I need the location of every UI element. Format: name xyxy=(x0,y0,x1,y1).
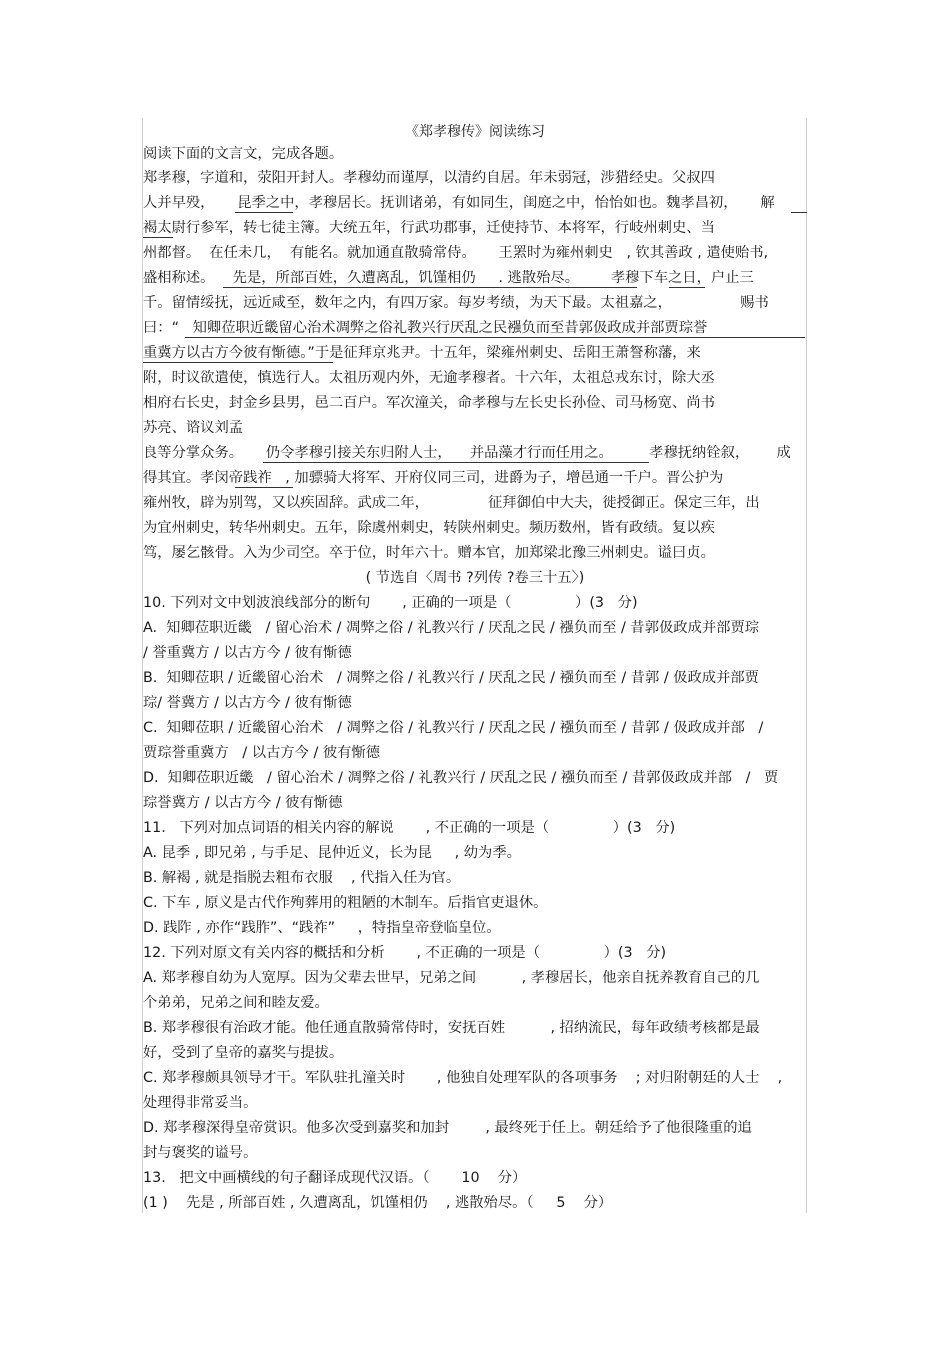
passage-line: 褐太尉行参军，转七徒主簿。大统五年，行武功郡事，迁使持节、本将军，行岐州刺史、当 xyxy=(143,220,715,236)
passage-line: 重冀方以古方今彼有惭德。”于是征拜京兆尹。十五年，梁雍州刺史、岳阳王萧詧称藩，来 xyxy=(143,345,701,361)
question-line: 琮/ 誉冀方 / 以古方今 / 彼有惭德 xyxy=(143,695,352,711)
document-page xyxy=(143,118,807,1213)
passage-line: 为宜州刺史，转华州刺史。五年，除虞州刺史，转陕州刺史。频历数州，皆有政绩。复以疾 xyxy=(143,520,715,536)
question-line: 11. 下列对加点词语的相关内容的解说 , 不正确的一项是（ ）(3 分) xyxy=(143,820,676,836)
question-line: 贾琮誉重冀方 / 以古方今 / 彼有惭德 xyxy=(143,745,381,761)
underline-mark xyxy=(669,287,705,288)
underline-mark xyxy=(235,212,293,213)
passage-line: 雍州牧，辟为别驾，又以疾固辞。武成二年， 征拜御伯中大夫，徙授御正。保定三年，出 xyxy=(143,495,760,511)
wavy-underline-mark xyxy=(185,337,805,338)
question-line: C. 下车 , 原义是古代作殉葬用的粗陋的木制车。后指官吏退休。 xyxy=(143,895,548,911)
question-line: 10. 下列对文中划波浪线部分的断句 , 正确的一项是（ ）(3 分) xyxy=(143,595,638,611)
passage-line: 人并早殁， 昆季之中，孝穆居长。抚训诸弟，有如同生，闺庭之中，怡怡如也。魏孝昌初， 解 xyxy=(143,195,775,211)
passage-line: 苏亮、谘议刘孟 xyxy=(143,420,244,436)
underline-mark xyxy=(791,212,807,213)
instruction-text: 阅读下面的文言文，完成各题。 xyxy=(143,146,344,162)
passage-line: 曰：“ 知卿莅职近畿留心治术凋弊之俗礼教兴行厌乱之民襁负而至昔郭伋政成并部贾琮誉 xyxy=(143,320,708,336)
wavy-underline-mark xyxy=(143,362,333,363)
underline-mark xyxy=(223,287,637,288)
question-line: D. 知卿莅职近畿 / 留心治术 / 凋弊之俗 / 礼教兴行 / 厌乱之民 / 襁负而至 / 昔郭伋政成并部 / 贾 xyxy=(143,770,779,786)
question-line: 处理得非常妥当。 xyxy=(143,1095,258,1111)
passage-line: 盛相称述。 先是，所部百姓，久遭离乱，饥馑相仍 . 逃散殆尽。 孝穆下车之日，户止三 xyxy=(143,270,754,286)
question-line: C. 知卿莅职 / 近畿留心治术 / 凋弊之俗 / 礼教兴行 / 厌乱之民 / 襁负而至 / 昔郭 / 伋政成并部 / xyxy=(143,720,764,736)
question-line: C. 郑孝穆颇具领导才干。军队驻扎潼关时 , 他独自处理军队的各项事务 ; 对归附朝廷的人士 , xyxy=(143,1070,783,1086)
question-line: D. 郑孝穆深得皇帝赏识。他多次受到嘉奖和加封 , 最终死于任上。朝廷给予了他很隆重的追 xyxy=(143,1120,752,1136)
question-line: (1 ) 先是 , 所部百姓 , 久遭离乱，饥馑相仍 , 逃散殆尽。（ 5 分） xyxy=(143,1195,613,1211)
underline-mark xyxy=(143,237,173,238)
passage-line: 千。留情绥抚，远近咸至，数年之内，有四万家。每岁考绩，为天下最。太祖嘉之， 赐书 xyxy=(143,295,769,311)
passage-line: 良等分掌众务。 仍令孝穆引接关东归附人士， 并品藻才行而任用之。 孝穆抚纳铨叙， 成 xyxy=(143,445,791,461)
source-citation: ( 节选自〈周书 ?列传 ?卷三十五〉) xyxy=(365,570,585,586)
passage-line: 相府右长史，封金乡县男，邑二百户。军次潼关，命孝穆与左长史长孙俭、司马杨宽、尚书 xyxy=(143,395,715,411)
question-line: 个弟弟，兄弟之间和睦友爱。 xyxy=(143,995,329,1011)
underline-mark xyxy=(235,487,293,488)
question-line: / 誉重冀方 / 以古方今 / 彼有惭德 xyxy=(143,645,352,661)
question-line: 琮誉冀方 / 以古方今 / 彼有惭德 xyxy=(143,795,343,811)
question-line: B. 郑孝穆很有治政才能。他任通直散骑常侍时，安抚百姓 , 招纳流民，每年政绩考核都是最 xyxy=(143,1020,760,1036)
passage-line: 州都督。 在任未几， 有能名。就加通直散骑常侍。 王罴时为雍州刺史 , 钦其善政 , 遣使贻书, xyxy=(143,245,769,261)
question-line: B. 知卿莅职 / 近畿留心治术 / 凋弊之俗 / 礼教兴行 / 厌乱之民 / 襁负而至 / 昔郭 / 伋政成并部贾 xyxy=(143,670,759,686)
question-line: A. 昆季 , 即兄弟 , 与手足、昆仲近义，长为昆 , 幼为季。 xyxy=(143,845,521,861)
underline-mark xyxy=(263,462,649,463)
question-line: A. 知卿莅职近畿 / 留心治术 / 凋弊之俗 / 礼教兴行 / 厌乱之民 / 襁负而至 / 昔郭伋政成并部贾琮 xyxy=(143,620,760,636)
question-line: 13. 把文中画横线的句子翻译成现代汉语。（ 10 分） xyxy=(143,1170,527,1186)
question-line: 好，受到了皇帝的嘉奖与提拔。 xyxy=(143,1045,344,1061)
passage-line: 附，时议欲遣使，慎选行人。太祖历观内外，无逾孝穆者。十六年，太祖总戎东讨，除大丞 xyxy=(143,370,715,386)
question-line: A. 郑孝穆自幼为人宽厚。因为父辈去世早，兄弟之间 , 孝穆居长，他亲自抚养教育自己的几 xyxy=(143,970,760,986)
passage-line: 郑孝穆，字道和，荥阳开封人。孝穆幼而谨厚，以清约自居。年未弱冠，涉猎经史。父叔四 xyxy=(143,170,715,186)
passage-line: 笃，屡乞骸骨。入为少司空。卒于位，时年六十。赠本官，加郑梁北豫三州刺史。谥曰贞。 xyxy=(143,545,715,561)
question-line: B. 解褐 , 就是指脱去粗布衣服 , 代指入任为官。 xyxy=(143,870,461,886)
question-line: 12. 下列对原文有关内容的概括和分析 , 不正确的一项是（ ）(3 分) xyxy=(143,945,667,961)
document-title: 《郑孝穆传》阅读练习 xyxy=(405,124,545,140)
question-line: D. 践阼 , 亦作“践胙”、“践祚” ，特指皇帝登临皇位。 xyxy=(143,920,501,936)
question-line: 封与褒奖的谥号。 xyxy=(143,1145,258,1161)
passage-line: 得其宜。孝闵帝践祚 , 加骠骑大将军、开府仪同三司，进爵为子，增邑通一千户。晋公护为 xyxy=(143,470,724,486)
